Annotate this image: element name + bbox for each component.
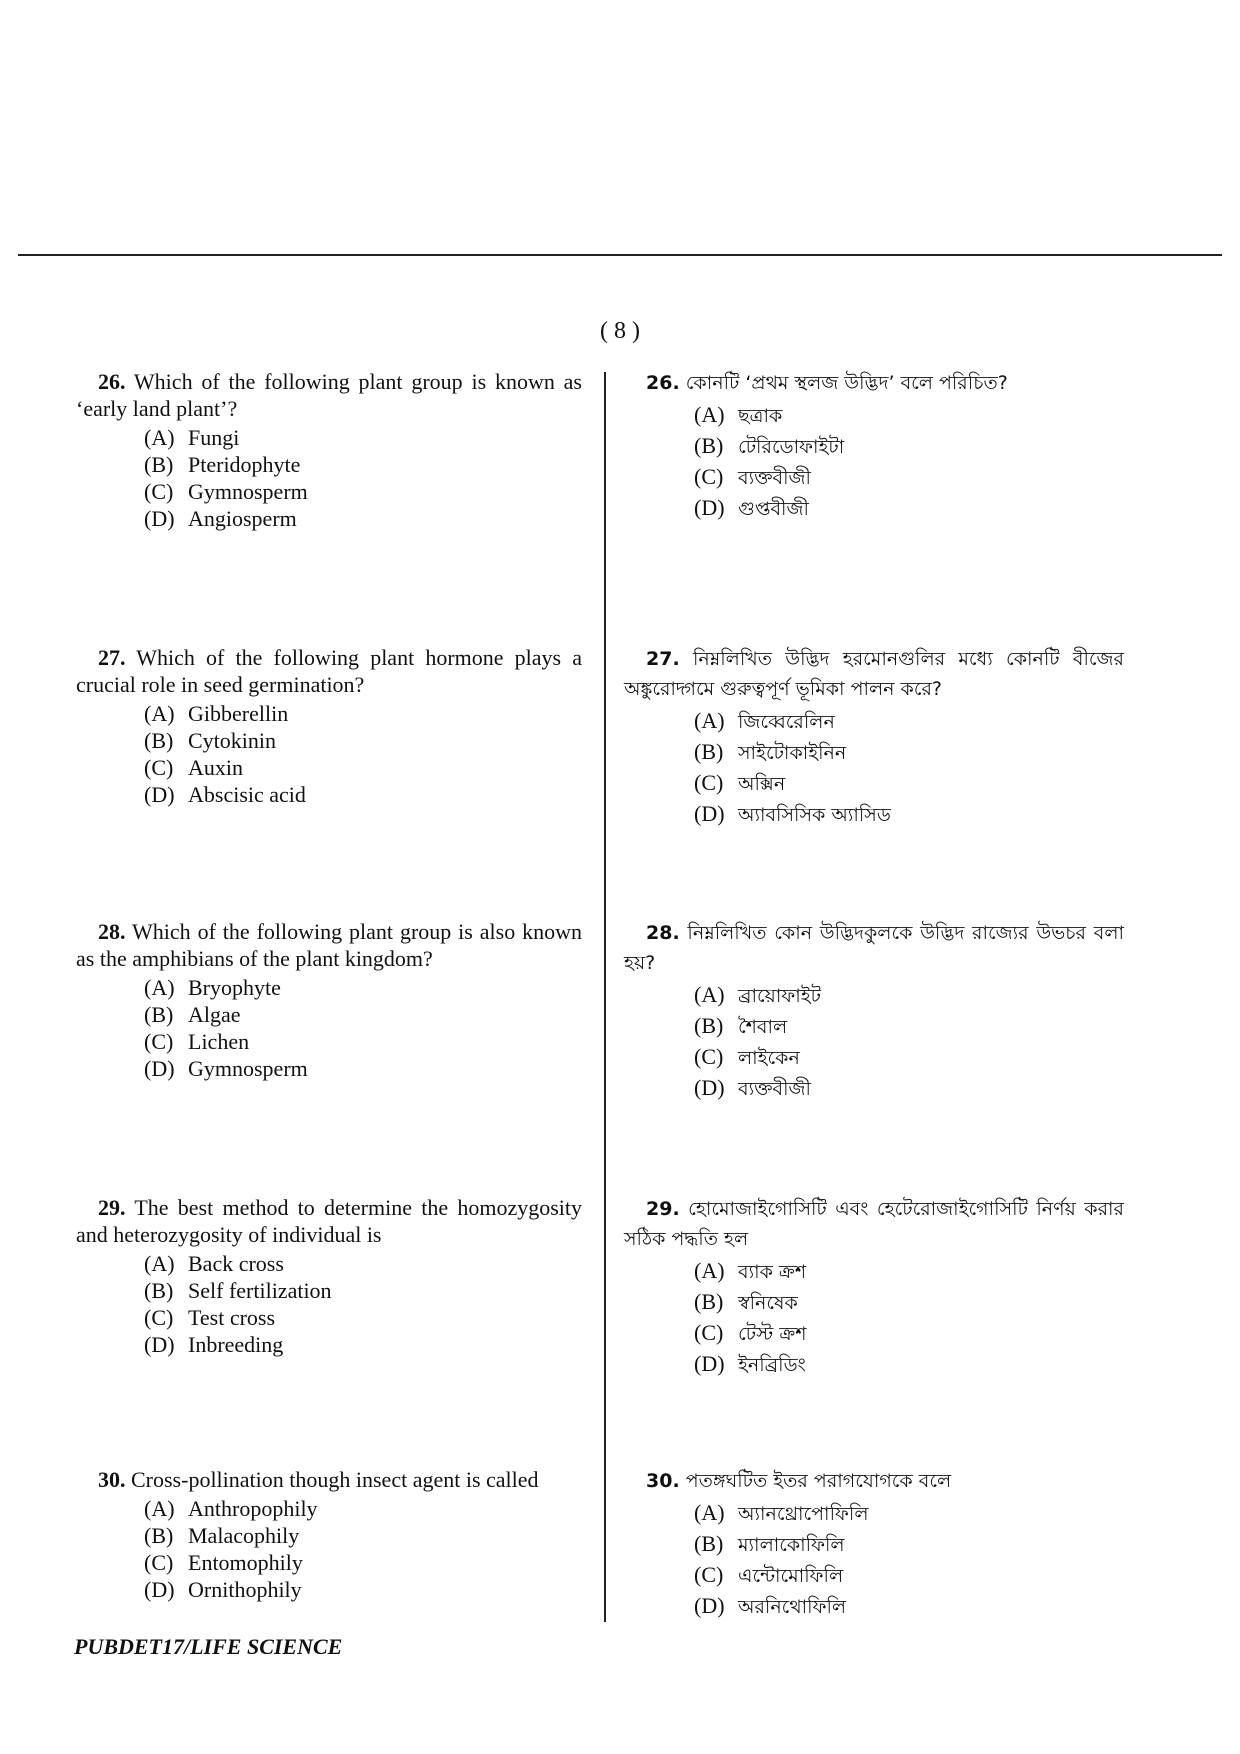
option-label: (B) — [694, 1289, 724, 1314]
option-c — [144, 754, 582, 781]
option-a — [694, 980, 1124, 1011]
options-list — [624, 400, 1124, 524]
question-stem — [76, 1466, 582, 1493]
option-text: Cytokinin — [188, 728, 277, 753]
option-label: (D) — [694, 801, 725, 826]
option-c — [144, 1549, 582, 1576]
option-text: Back cross — [188, 1251, 284, 1276]
option-text: অরনিথোফিলি — [738, 1596, 847, 1618]
option-text: এন্টোমোফিলি — [738, 1565, 844, 1587]
option-label: (C) — [694, 770, 724, 795]
option-a — [144, 1250, 582, 1277]
options-list — [76, 424, 582, 532]
option-label: (A) — [144, 1251, 175, 1276]
question-number: 28. — [98, 919, 126, 944]
option-label: (B) — [694, 1531, 724, 1556]
option-label: (C) — [694, 1044, 724, 1069]
option-text: ইনব্রিডিং — [738, 1354, 806, 1376]
option-text: ব্যক্তবীজী — [738, 467, 811, 489]
question-text: Which of the following plant hormone plays a crucial role in seed germination? — [76, 645, 582, 697]
option-d — [694, 1591, 1124, 1622]
question-stem — [624, 918, 1124, 978]
option-b — [694, 1287, 1124, 1318]
option-label: (C) — [694, 1320, 724, 1345]
option-b — [144, 1001, 582, 1028]
option-text: Entomophily — [188, 1550, 303, 1575]
question-text: নিম্নলিখিত কোন উদ্ভিদকুলকে উদ্ভিদ রাজ্যের উভচর বলা হয়? — [624, 922, 1124, 974]
option-text: টেস্ট ক্রশ — [738, 1323, 807, 1345]
option-label: (D) — [144, 1577, 175, 1602]
option-text: ম্যালাকোফিলি — [738, 1534, 845, 1556]
question-30-bn — [624, 1466, 1124, 1622]
option-text: Self fertilization — [188, 1278, 332, 1303]
option-text: অ্যানথ্রোপোফিলি — [738, 1503, 869, 1525]
option-a — [694, 400, 1124, 431]
question-27-bn — [624, 644, 1124, 830]
option-b — [694, 1011, 1124, 1042]
option-label: (A) — [144, 425, 175, 450]
option-text: Angiosperm — [188, 506, 297, 531]
top-rule — [18, 254, 1222, 256]
option-text: Ornithophily — [188, 1577, 302, 1602]
option-a — [694, 1498, 1124, 1529]
question-number: 26. — [98, 369, 126, 394]
option-b — [144, 1277, 582, 1304]
question-28-en — [76, 918, 582, 1082]
question-stem — [624, 1466, 1124, 1496]
option-label: (D) — [694, 1351, 725, 1376]
option-text: Pteridophyte — [188, 452, 301, 477]
option-c — [144, 478, 582, 505]
option-label: (C) — [144, 1029, 174, 1054]
option-label: (C) — [144, 755, 174, 780]
option-d — [144, 1055, 582, 1082]
question-28-bn — [624, 918, 1124, 1104]
option-b — [694, 1529, 1124, 1560]
option-text: Algae — [188, 1002, 241, 1027]
question-27-en — [76, 644, 582, 808]
option-d — [694, 799, 1124, 830]
question-text: পতঙ্গঘটিত ইতর পরাগযোগকে বলে — [685, 1470, 952, 1492]
question-number: 30. — [646, 1470, 680, 1492]
option-d — [144, 781, 582, 808]
option-label: (A) — [694, 708, 725, 733]
question-number: 26. — [646, 372, 680, 394]
question-26-en — [76, 368, 582, 532]
question-text: Which of the following plant group is also known as the amphibians of the plant kingdom? — [76, 919, 582, 971]
option-text: Gymnosperm — [188, 479, 308, 504]
option-label: (D) — [144, 506, 175, 531]
question-stem — [76, 918, 582, 972]
question-text: কোনটি ‘প্রথম স্থলজ উদ্ভিদ’ বলে পরিচিত? — [685, 372, 1008, 394]
question-number: 29. — [646, 1198, 680, 1220]
question-number: 30. — [98, 1467, 126, 1492]
option-text: Lichen — [188, 1029, 250, 1054]
question-stem — [76, 644, 582, 698]
option-label: (C) — [144, 1550, 174, 1575]
options-list — [624, 1498, 1124, 1622]
options-list — [76, 1495, 582, 1603]
option-text: Test cross — [188, 1305, 276, 1330]
option-label: (B) — [144, 1523, 174, 1548]
options-list — [624, 1256, 1124, 1380]
option-d — [694, 493, 1124, 524]
question-stem — [624, 644, 1124, 704]
option-a — [144, 1495, 582, 1522]
question-stem — [624, 1194, 1124, 1254]
option-c — [694, 462, 1124, 493]
option-d — [144, 1331, 582, 1358]
option-label: (A) — [694, 982, 725, 1007]
option-label: (A) — [694, 1500, 725, 1525]
option-text: গুপ্তবীজী — [738, 498, 809, 520]
option-label: (C) — [144, 1305, 174, 1330]
option-label: (C) — [694, 464, 724, 489]
option-text: স্বনিষেক — [738, 1292, 798, 1314]
option-text: ব্যাক ক্রশ — [738, 1261, 807, 1283]
question-stem — [76, 368, 582, 422]
option-text: লাইকেন — [738, 1047, 800, 1069]
option-d — [694, 1073, 1124, 1104]
option-text: ব্রায়োফাইট — [738, 985, 821, 1007]
option-text: অক্সিন — [738, 773, 786, 795]
option-text: Fungi — [188, 425, 240, 450]
option-a — [144, 974, 582, 1001]
options-list — [76, 974, 582, 1082]
option-a — [144, 700, 582, 727]
question-text: Which of the following plant group is known as ‘early land plant’? — [76, 369, 582, 421]
option-a — [144, 424, 582, 451]
option-text: Abscisic acid — [188, 782, 306, 807]
option-label: (A) — [144, 701, 175, 726]
option-text: Anthropophily — [188, 1496, 318, 1521]
question-text: হোমোজাইগোসিটি এবং হেটেরোজাইগোসিটি নির্ণয় করার সঠিক পদ্ধতি হল — [624, 1198, 1124, 1250]
options-list — [76, 700, 582, 808]
option-c — [144, 1304, 582, 1331]
option-text: অ্যাবসিসিক অ্যাসিড — [738, 804, 891, 826]
option-label: (D) — [694, 1075, 725, 1100]
option-b — [144, 1522, 582, 1549]
option-d — [694, 1349, 1124, 1380]
option-label: (B) — [144, 728, 174, 753]
question-number: 27. — [646, 648, 680, 670]
option-c — [694, 1042, 1124, 1073]
question-text: The best method to determine the homozygosity and heterozygosity of individual is — [76, 1195, 582, 1247]
option-a — [694, 1256, 1124, 1287]
option-b — [144, 727, 582, 754]
option-text: Bryophyte — [188, 975, 281, 1000]
options-list — [624, 706, 1124, 830]
question-number: 29. — [98, 1195, 126, 1220]
option-label: (B) — [144, 1278, 174, 1303]
option-label: (B) — [694, 1013, 724, 1038]
option-label: (A) — [694, 1258, 725, 1283]
option-label: (A) — [144, 1496, 175, 1521]
option-label: (B) — [694, 433, 724, 458]
option-label: (B) — [144, 1002, 174, 1027]
option-label: (A) — [694, 402, 725, 427]
option-label: (C) — [694, 1562, 724, 1587]
question-text: নিম্নলিখিত উদ্ভিদ হরমোনগুলির মধ্যে কোনটি বীজের অঙ্কুরোদ্গমে গুরুত্বপূর্ণ ভূমিকা পালন করে? — [624, 648, 1124, 700]
option-text: Gibberellin — [188, 701, 289, 726]
option-text: ছত্রাক — [738, 405, 783, 427]
page-number: ( 8 ) — [600, 318, 640, 344]
option-label: (C) — [144, 479, 174, 504]
option-text: Inbreeding — [188, 1332, 284, 1357]
option-c — [694, 768, 1124, 799]
option-label: (D) — [144, 1332, 175, 1357]
option-d — [144, 1576, 582, 1603]
option-label: (B) — [694, 739, 724, 764]
footer-code: PUBDET17/LIFE SCIENCE — [74, 1634, 343, 1659]
option-text: শৈবাল — [738, 1016, 788, 1038]
options-list — [624, 980, 1124, 1104]
option-d — [144, 505, 582, 532]
option-label: (A) — [144, 975, 175, 1000]
question-29-bn — [624, 1194, 1124, 1380]
option-label: (D) — [694, 1593, 725, 1618]
option-text: Gymnosperm — [188, 1056, 308, 1081]
question-text: Cross-pollination though insect agent is called — [131, 1467, 539, 1492]
question-stem — [76, 1194, 582, 1248]
option-label: (D) — [694, 495, 725, 520]
option-label: (D) — [144, 782, 175, 807]
question-number: 28. — [646, 922, 680, 944]
option-text: Malacophily — [188, 1523, 300, 1548]
option-a — [694, 706, 1124, 737]
option-b — [144, 451, 582, 478]
option-text: টেরিডোফাইটা — [738, 436, 845, 458]
question-30-en — [76, 1466, 582, 1603]
question-number: 27. — [98, 645, 126, 670]
question-29-en — [76, 1194, 582, 1358]
question-stem — [624, 368, 1124, 398]
option-b — [694, 431, 1124, 462]
option-label: (B) — [144, 452, 174, 477]
option-b — [694, 737, 1124, 768]
option-text: Auxin — [188, 755, 243, 780]
option-label: (D) — [144, 1056, 175, 1081]
option-text: জিব্বেরেলিন — [738, 711, 835, 733]
option-c — [694, 1560, 1124, 1591]
options-list — [76, 1250, 582, 1358]
option-text: সাইটোকাইনিন — [738, 742, 847, 764]
column-divider — [604, 372, 606, 1622]
option-text: ব্যক্তবীজী — [738, 1078, 811, 1100]
question-26-bn — [624, 368, 1124, 524]
option-c — [144, 1028, 582, 1055]
option-c — [694, 1318, 1124, 1349]
